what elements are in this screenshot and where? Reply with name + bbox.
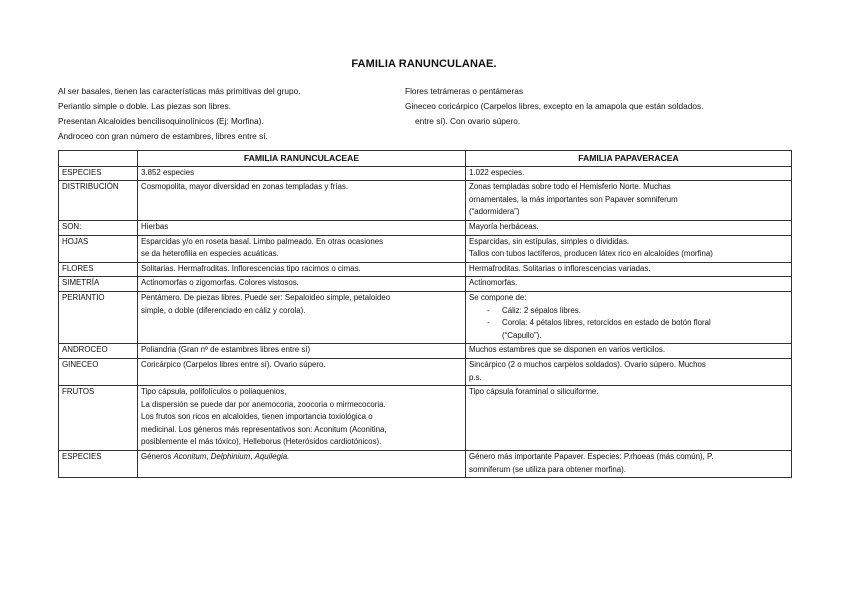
cell-ranunculaceae (138, 262, 466, 277)
cell-papaveracea (466, 291, 792, 343)
cell-ranunculaceae (138, 451, 466, 478)
cell-ranunculaceae (138, 291, 466, 343)
row-label: ANDROCEO (59, 344, 138, 359)
cell-line: 1.022 especies. (469, 167, 525, 177)
table-row (59, 451, 792, 478)
cell-ranunculaceae (138, 344, 466, 359)
cell-line: Actinomorfas o zigomorfas. Colores vistosos. (141, 278, 299, 288)
comparison-table (58, 150, 792, 478)
cell-line: Hermafroditas. Solitarias o inflorescencias variadas. (469, 263, 651, 273)
cell-line: posiblemente el más tóxico), Helleborus (Heterósidos cardiotónicos). (141, 437, 382, 447)
cell-line: 3.852 especies (141, 167, 195, 177)
cell-line: Muchos estambres que se disponen en varios verticilos. (469, 345, 666, 355)
cell-line: Se compone de: (469, 292, 527, 302)
cell-ranunculaceae (138, 235, 466, 262)
cell-line: Mayoría herbáceas. (469, 221, 539, 231)
row-label: HOJAS (59, 235, 138, 262)
table-row (59, 344, 792, 359)
cell-ranunculaceae (138, 166, 466, 181)
cell-papaveracea (466, 235, 792, 262)
intro-line: Al ser basales, tienen las características más primitivas del grupo. (58, 86, 301, 96)
intro-left (58, 84, 301, 144)
intro-line: Presentan Alcaloides bencilisoquinolínicos (Ej: Morfina). (58, 116, 264, 126)
table-row (59, 181, 792, 221)
cell-ranunculaceae (138, 181, 466, 221)
cell-line: Sincárpico (2 o muchos carpelos soldados). Ovario súpero. Muchos (469, 359, 706, 369)
page-title: FAMILIA RANUNCULANAE. (351, 58, 497, 70)
cell-line: medicinal. Los géneros más representativos son: Aconitum (Aconitina, (141, 424, 387, 434)
table-row (59, 386, 792, 451)
row-label: FLORES (59, 262, 138, 277)
cell-line: ornamentales, la más importantes son Papaver somniferum (469, 194, 678, 204)
genus-name: Aquilegia. (254, 452, 290, 462)
cell-line: p.s. (469, 372, 482, 382)
cell-ranunculaceae (138, 277, 466, 292)
table-row (59, 277, 792, 292)
cell-line: somniferum (se utiliza para obtener morfina). (469, 464, 626, 474)
cell-line: Tallos con tubos lactíferos, producen látex rico en alcaloides (morfina) (469, 249, 713, 259)
header-empty (59, 151, 138, 167)
cell-line: Esparcidas y/o en roseta basal. Limbo palmeado. En otras ocasiones (141, 236, 384, 246)
table-row (59, 291, 792, 343)
row-label: DISTRIBUCIÓN (59, 181, 138, 221)
table-row (59, 358, 792, 385)
intro-line: Androceo con gran número de estambres, libres entre sí. (58, 131, 268, 141)
cell-line: (“adormidera”) (469, 207, 520, 217)
table-row (59, 262, 792, 277)
cell-papaveracea (466, 181, 792, 221)
cell-line: Género más importante Papaver. Especies: P.rhoeas (más común), P. (469, 452, 714, 462)
cell-papaveracea (466, 451, 792, 478)
cell-line: Pentámero. De piezas libres. Puede ser: Sepaloideo simple, petaloideo (141, 292, 391, 302)
table-header-row (59, 151, 792, 167)
cell-line: Cosmopolita, mayor diversidad en zonas templadas y frías. (141, 182, 349, 192)
intro-line: Flores tetrámeras o pentámeras (405, 86, 524, 96)
row-label: PERIANTIO (59, 291, 138, 343)
intro-line: Gineceo coricárpico (Carpelos libres, excepto en la amapola que están soldados. (405, 101, 704, 111)
cell-line: Poliandria (Gran nº de estambres libres entre sí) (141, 345, 311, 355)
cell-line: simple, o doble (diferenciado en cáliz y corola). (141, 305, 306, 315)
header-papaveracea: FAMILIA PAPAVERACEA (466, 151, 792, 167)
genera-prefix: Géneros (141, 452, 174, 462)
cell-papaveracea (466, 220, 792, 235)
bullet-item-continuation: (“Capullo”). (502, 330, 542, 340)
cell-line: Esparcidas, sin estípulas, simples o divididas. (469, 236, 630, 246)
cell-ranunculaceae (138, 220, 466, 235)
row-label: FRUTOS (59, 386, 138, 451)
cell-papaveracea (466, 386, 792, 451)
row-label: SIMETRÍA (59, 277, 138, 292)
genus-name: Delphinium (210, 452, 251, 462)
bullet-item: - Corola: 4 pétalos libres, retorcidos en estado de botón floral (469, 317, 788, 330)
row-label: ESPECIES (59, 451, 138, 478)
intro-right (405, 84, 703, 129)
cell-line: Tipo cápsula foraminal o silicuiforme. (469, 387, 599, 397)
table-row (59, 166, 792, 181)
cell-papaveracea (466, 277, 792, 292)
row-label: ESPECIES (59, 166, 138, 181)
table-row (59, 220, 792, 235)
cell-line (141, 451, 462, 464)
table-row (59, 235, 792, 262)
intro-line: Periantio simple o doble. Las piezas son libres. (58, 101, 231, 111)
cell-line: Hierbas (141, 221, 169, 231)
intro-line: entre sí). Con ovario súpero. (415, 116, 521, 126)
row-label: GINECEO (59, 358, 138, 385)
cell-ranunculaceae (138, 358, 466, 385)
header-ranunculaceae: FAMILIA RANUNCULACEAE (138, 151, 466, 167)
cell-papaveracea (466, 358, 792, 385)
cell-line: Zonas templadas sobre todo el Hemisferio Norte. Muchas (469, 182, 671, 192)
genus-name: Aconitum (173, 452, 207, 462)
cell-line: Coricárpico (Carpelos libres entre sí). Ovario súpero. (141, 359, 326, 369)
cell-line: Tipo cápsula, polifolículos o poliaquenios, (141, 387, 287, 397)
cell-line: se da heterofilia en especies acuáticas. (141, 249, 279, 259)
cell-papaveracea (466, 344, 792, 359)
cell-line: La dispersión se puede dar por anemocoria, zoocoria o mirmecocoria. (141, 399, 386, 409)
cell-line: Solitarias. Hermafroditas. Inflorescencias tipo racimos o cimas. (141, 263, 361, 273)
cell-papaveracea (466, 166, 792, 181)
cell-line: Los frutos son ricos en alcaloides, tienen importancia toxiológica o (141, 412, 373, 422)
genera-separator: , (206, 452, 211, 462)
bullet-item: - Cáliz: 2 sépalos libres. (469, 305, 788, 318)
cell-papaveracea (466, 262, 792, 277)
row-label: SON: (59, 220, 138, 235)
cell-line: Actinomorfas. (469, 278, 518, 288)
genera-separator: , (250, 452, 255, 462)
cell-ranunculaceae (138, 386, 466, 451)
